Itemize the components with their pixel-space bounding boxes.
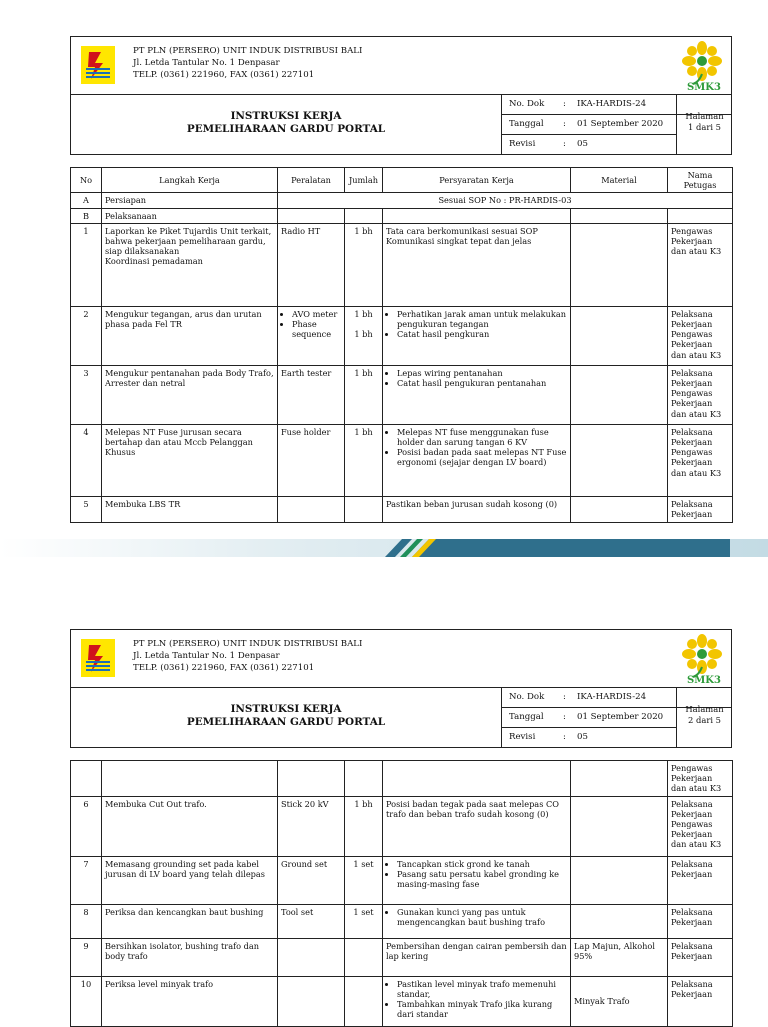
col-header-material: Material <box>571 168 668 193</box>
table-row: 5 Membuka LBS TR Pastikan beban jurusan sudah kosong (0) Pelaksana Pekerjaan <box>71 496 733 522</box>
table-row: 4 Melepas NT Fuse jurusan secara bertahap dan atau Mccb Pelanggan Khusus Fuse holder 1 bh • Melepas NT fuse menggunakan fuse holder dan sarung tangan 6 KV • Posisi badan pada saat melepas NT Fuse ergonomi (sejajar dengan LV board) Pelaksana Pekerjaan Pengawas Pekerjaan dan atau K3 <box>71 424 733 496</box>
table-row: 6 Membuka Cut Out trafo. Stick 20 kV 1 bh Posisi badan tegak pada saat melepas CO trafo dan beban trafo sudah kosong (0) Pelaksana Pekerjaan Pengawas Pekerjaan dan atau K3 <box>71 796 733 856</box>
col-header-persyaratan: Persyaratan Kerja <box>383 168 571 193</box>
page2-header <box>70 629 732 748</box>
meta-tanggal: Tanggal : 01 September 2020 <box>501 707 676 728</box>
doc-title-line1: INSTRUKSI KERJA <box>230 110 342 122</box>
company-block <box>71 37 731 95</box>
meta-tanggal: Tanggal : 01 September 2020 <box>501 114 676 135</box>
decorative-footer-band <box>0 537 768 559</box>
page-number: 2 dari 5 <box>687 715 722 725</box>
company-address: Jl. Letda Tantular No. 1 Denpasar <box>133 651 280 661</box>
page-number-box <box>676 687 732 747</box>
company-name: PT PLN (PERSERO) UNIT INDUK DISTRIBUSI BALI <box>133 639 363 649</box>
k3-flower-logo-icon <box>679 40 725 92</box>
table-row: 3 Mengukur pentanahan pada Body Trafo, Arrester dan netral Earth tester 1 bh • Lepas wiring pentanahan • Catat hasil pengukuran pentanahan Pelaksana Pekerjaan Pengawas Pekerjaan dan atau K3 <box>71 365 733 424</box>
meta-revisi: Revisi : 05 <box>509 732 588 742</box>
k3-flower-logo-icon <box>679 633 725 685</box>
company-block <box>71 630 731 688</box>
meta-revisi: Revisi : 05 <box>509 139 588 149</box>
col-header-peralatan: Peralatan <box>278 168 345 193</box>
col-header-petugas: Nama Petugas <box>668 168 733 193</box>
work-steps-table-page1 <box>70 167 733 523</box>
doc-title-line1: INSTRUKSI KERJA <box>230 703 342 715</box>
halaman-label: Halaman <box>685 111 724 121</box>
halaman-label: Halaman <box>685 704 724 714</box>
sop-reference: Sesuai SOP No : PR-HARDIS-03 <box>278 193 733 208</box>
table-row: 7 Memasang grounding set pada kabel jurusan di LV board yang telah dilepas Ground set 1 set • Tancapkan stick grond ke tanah • Pasang satu persatu kabel gronding ke masing-masing fase Pelaksana Pekerjaan <box>71 856 733 904</box>
pln-logo-icon <box>81 46 115 84</box>
table-row: 9 Bersihkan isolator, bushing trafo dan body trafo Pembersihan dengan cairan pembersih dan lap kering Lap Majun, Alkohol 95% Pelaksana Pekerjaan <box>71 938 733 976</box>
table-header-row <box>71 168 733 193</box>
page-number-box <box>676 94 732 154</box>
table-row: 8 Periksa dan kencangkan baut bushing Tool set 1 set • Gunakan kunci yang pas untuk mengencangkan baut bushing trafo Pelaksana Pekerjaan <box>71 904 733 938</box>
table-row: B Pelaksanaan <box>71 208 733 223</box>
table-row: 1 Laporkan ke Piket Tujardis Unit terkait, bahwa pekerjaan pemeliharaan gardu, siap dilaksanakan Koordinasi pemadaman Radio HT 1 bh Tata cara berkomunikasi sesuai SOP Komunikasi singkat tepat dan jelas Pengawas Pekerjaan dan atau K3 <box>71 223 733 306</box>
company-address: Jl. Letda Tantular No. 1 Denpasar <box>133 58 280 68</box>
col-header-no: No <box>71 168 102 193</box>
work-steps-table-page2 <box>70 760 733 1027</box>
table-row: 10 Periksa level minyak trafo • Pastikan level minyak trafo memenuhi standar, • Tambahkan minyak Trafo jika kurang dari standar Minyak Trafo Pelaksana Pekerjaan <box>71 976 733 1026</box>
doc-title-line2: PEMELIHARAAN GARDU PORTAL <box>186 123 386 135</box>
company-phone: TELP. (0361) 221960, FAX (0361) 227101 <box>133 70 315 80</box>
col-header-jumlah: Jumlah <box>345 168 383 193</box>
company-name: PT PLN (PERSERO) UNIT INDUK DISTRIBUSI BALI <box>133 46 363 56</box>
meta-no-dok: No. Dok : IKA-HARDIS-24 <box>501 687 731 708</box>
pln-logo-icon <box>81 639 115 677</box>
col-header-langkah: Langkah Kerja <box>102 168 278 193</box>
table-row: Pengawas Pekerjaan dan atau K3 <box>71 761 733 797</box>
doc-title-line2: PEMELIHARAAN GARDU PORTAL <box>186 716 386 728</box>
company-phone: TELP. (0361) 221960, FAX (0361) 227101 <box>133 663 315 673</box>
table-row: A Persiapan Sesuai SOP No : PR-HARDIS-03 <box>71 193 733 208</box>
page-number: 1 dari 5 <box>687 122 722 132</box>
page1-header <box>70 36 732 155</box>
meta-no-dok: No. Dok : IKA-HARDIS-24 <box>501 94 731 115</box>
k3-logo-text: SMK3 <box>687 82 721 92</box>
table-row: 2 Mengukur tegangan, arus dan urutan phasa pada Fel TR • AVO meter • Phase sequence 1 bh 1 bh • Perhatikan jarak aman untuk melakukan pengukuran tegangan • Catat hasil pengkuran Pelaksana Pekerjaan Pengawas Pekerjaan dan atau K3 <box>71 306 733 365</box>
k3-logo-text: SMK3 <box>687 675 721 685</box>
